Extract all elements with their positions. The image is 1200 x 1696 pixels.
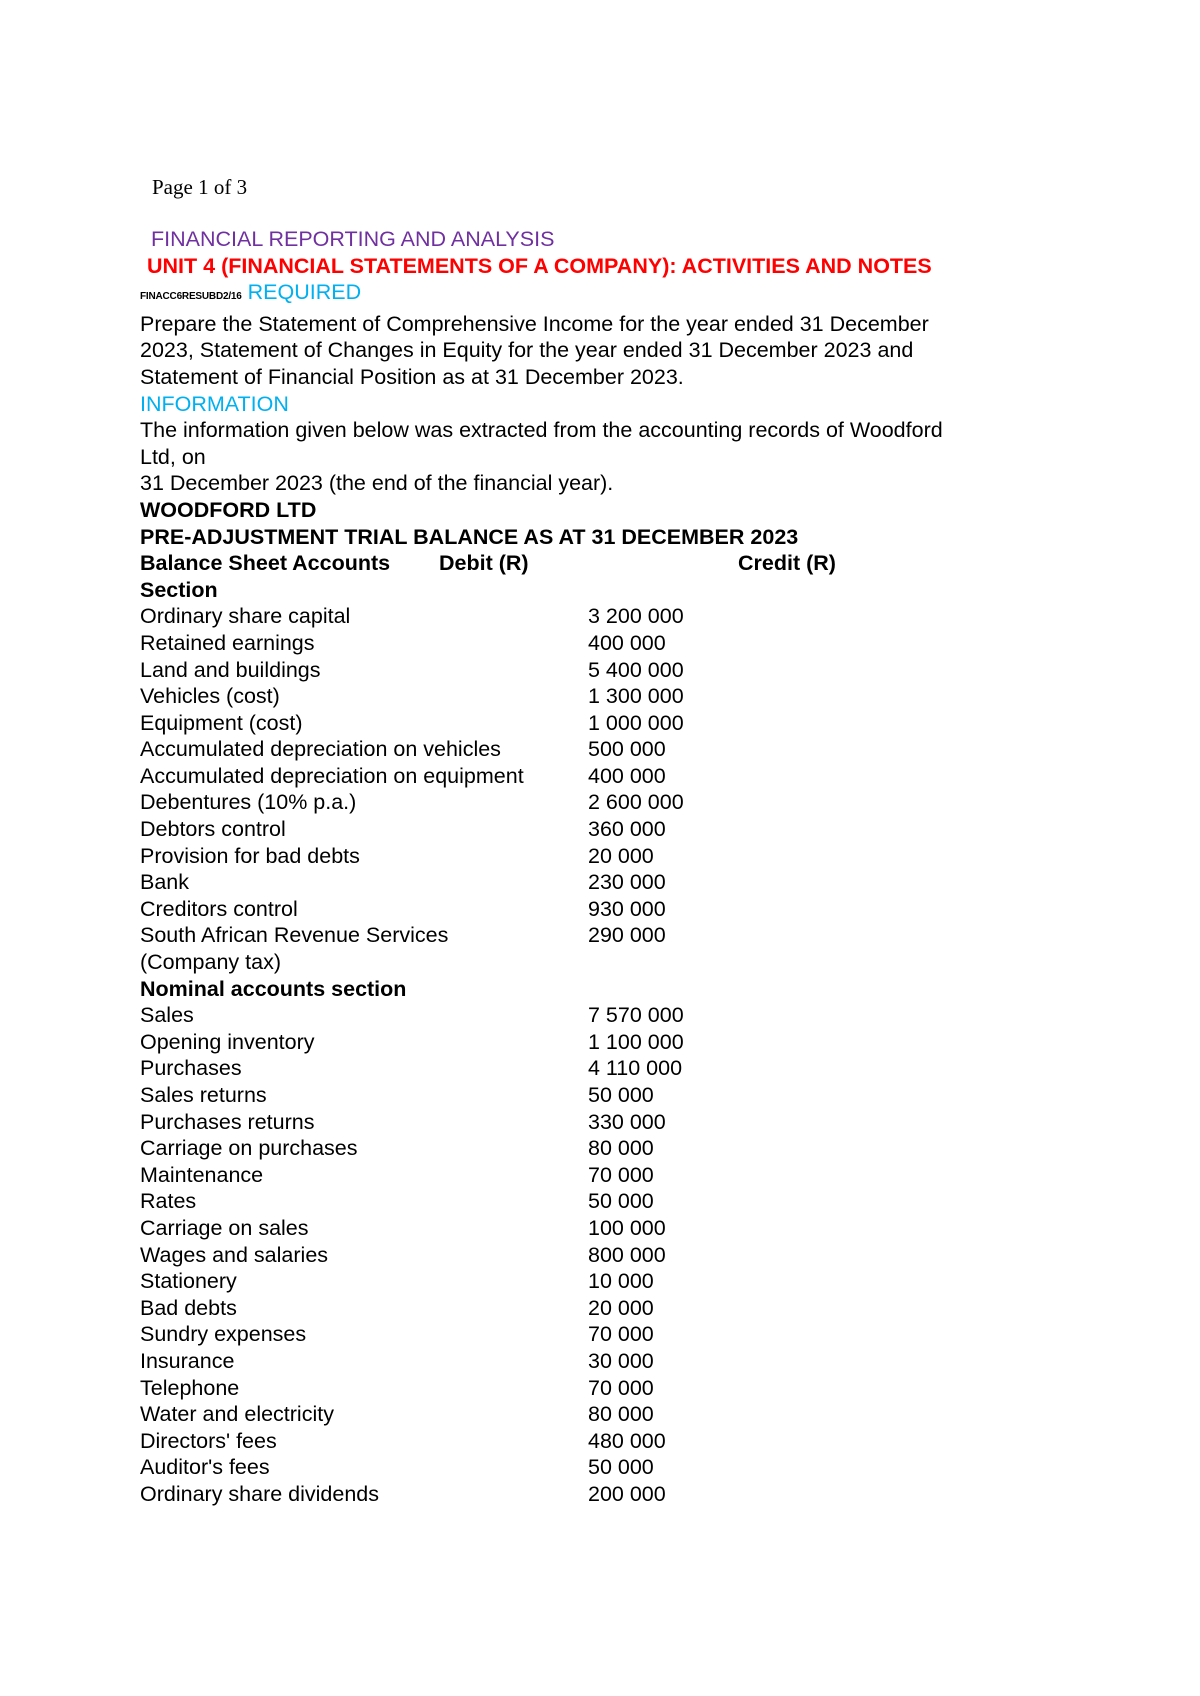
account-name: Auditor's fees — [140, 1455, 270, 1480]
table-row — [140, 763, 1080, 790]
required-text: Prepare the Statement of Comprehensive Income for the year ended 31 December 2023, Statement of Changes in Equity for the year ended 31 December 2023 and Statement of Financial Position as at 31 December 2023. — [140, 311, 929, 389]
table-row — [140, 1401, 1080, 1428]
account-amount: 100 000 — [588, 1215, 666, 1240]
account-name: Equipment (cost) — [140, 710, 303, 735]
account-amount: 800 000 — [588, 1242, 666, 1267]
account-name: Debtors control — [140, 817, 286, 842]
account-name: Water and electricity — [140, 1402, 334, 1427]
account-amount: 400 000 — [588, 630, 666, 655]
information-text-date: 31 December 2023 (the end of the financial year). — [140, 471, 614, 496]
table-row — [140, 1268, 1080, 1295]
account-amount: 1 100 000 — [588, 1029, 684, 1054]
table-row — [140, 843, 1080, 870]
account-amount: 4 110 000 — [588, 1056, 683, 1081]
account-amount: 5 400 000 — [588, 657, 684, 682]
account-amount: 1 300 000 — [588, 684, 684, 709]
account-amount: 50 000 — [588, 1083, 654, 1107]
account-name: Purchases returns — [140, 1109, 315, 1134]
table-row — [140, 657, 1080, 684]
table-row — [140, 1295, 1080, 1322]
table-row — [140, 1029, 1080, 1056]
account-name: Ordinary share capital — [140, 604, 351, 629]
table-row — [140, 1162, 1080, 1189]
account-name: Land and buildings — [140, 657, 321, 682]
account-amount: 930 000 — [588, 896, 666, 921]
table-row — [140, 710, 1080, 737]
nominal-accounts — [140, 1002, 1080, 1507]
account-amount: 70 000 — [588, 1162, 654, 1187]
information-heading: INFORMATION — [140, 391, 289, 416]
required-line — [140, 279, 1080, 311]
account-name: Carriage on purchases — [140, 1136, 358, 1161]
table-header — [140, 550, 1080, 577]
header-credit: Credit (R) — [738, 551, 836, 576]
account-amount: 2 600 000 — [588, 790, 684, 815]
table-row — [140, 1188, 1080, 1215]
module-code: FINACC6RESUBD2/16 — [140, 291, 242, 303]
account-name: Sales returns — [140, 1083, 267, 1107]
table-row — [140, 630, 1080, 657]
account-amount: 360 000 — [588, 817, 666, 842]
table-row — [140, 1002, 1080, 1029]
header-debit: Debit (R) — [439, 551, 529, 576]
account-amount: 70 000 — [588, 1375, 654, 1400]
account-name: Rates — [140, 1189, 197, 1214]
account-amount: 10 000 — [588, 1269, 654, 1294]
table-row — [140, 1428, 1080, 1455]
account-name: (Company tax) — [140, 950, 281, 975]
account-name: Carriage on sales — [140, 1215, 309, 1240]
table-row — [140, 1055, 1080, 1082]
document-body — [140, 226, 1080, 1508]
account-amount: 20 000 — [588, 1295, 654, 1320]
account-amount: 480 000 — [588, 1428, 666, 1453]
account-amount: 20 000 — [588, 843, 654, 868]
account-amount: 50 000 — [588, 1455, 654, 1480]
account-amount: 30 000 — [588, 1348, 654, 1373]
table-row — [140, 1348, 1080, 1375]
account-amount: 7 570 000 — [588, 1003, 684, 1028]
table-row — [140, 1454, 1080, 1481]
table-row — [140, 816, 1080, 843]
account-name: Creditors control — [140, 896, 298, 921]
account-name: Insurance — [140, 1348, 235, 1373]
table-row — [140, 789, 1080, 816]
table-row — [140, 603, 1080, 630]
table-row — [140, 1215, 1080, 1242]
table-row — [140, 1321, 1080, 1348]
table-row — [140, 683, 1080, 710]
account-amount: 330 000 — [588, 1109, 666, 1134]
table-row — [140, 896, 1080, 923]
account-name: Retained earnings — [140, 630, 315, 655]
account-amount: 290 000 — [588, 923, 666, 948]
account-name: Directors' fees — [140, 1428, 277, 1453]
account-amount: 230 000 — [588, 870, 666, 895]
account-amount: 70 000 — [588, 1322, 654, 1347]
account-amount: 400 000 — [588, 763, 666, 788]
page-number: Page 1 of 3 — [152, 175, 248, 199]
account-name: Opening inventory — [140, 1029, 315, 1054]
account-amount: 80 000 — [588, 1402, 654, 1427]
information-text: The information given below was extracted from the accounting records of Woodford Ltd, on — [140, 418, 943, 469]
account-name: Telephone — [140, 1375, 240, 1400]
table-row — [140, 1135, 1080, 1162]
table-row — [140, 1481, 1080, 1508]
account-amount: 3 200 000 — [588, 604, 684, 629]
required-heading: REQUIRED — [247, 280, 362, 305]
table-row — [140, 736, 1080, 763]
account-name: Bad debts — [140, 1295, 237, 1320]
account-name: Maintenance — [140, 1162, 264, 1187]
account-name: Accumulated depreciation on vehicles — [140, 737, 501, 762]
table-row — [140, 1082, 1080, 1109]
account-name: Vehicles (cost) — [140, 684, 280, 709]
account-amount: 200 000 — [588, 1481, 666, 1506]
course-title: FINANCIAL REPORTING AND ANALYSIS — [151, 227, 555, 251]
nominal-heading: Nominal accounts section — [140, 976, 407, 1001]
account-name: South African Revenue Services — [140, 923, 449, 948]
table-row — [140, 1242, 1080, 1269]
account-amount — [588, 949, 788, 976]
account-name: Debentures (10% p.a.) — [140, 790, 357, 815]
unit-title: UNIT 4 (FINANCIAL STATEMENTS OF A COMPANY): ACTIVITIES AND NOTES — [147, 253, 932, 278]
account-amount: 1 000 000 — [588, 710, 684, 735]
header-accounts: Balance Sheet Accounts — [140, 551, 391, 576]
account-amount: 50 000 — [588, 1189, 654, 1214]
table-row — [140, 922, 1080, 949]
account-amount: 80 000 — [588, 1136, 654, 1161]
account-name: Sales — [140, 1003, 194, 1028]
account-name: Accumulated depreciation on equipment — [140, 763, 524, 788]
balance-sheet-accounts — [140, 603, 1080, 975]
table-row — [140, 869, 1080, 896]
account-name: Bank — [140, 870, 190, 895]
table-row — [140, 1109, 1080, 1136]
account-amount: 500 000 — [588, 737, 666, 762]
account-name: Wages and salaries — [140, 1242, 329, 1267]
company-name: WOODFORD LTD — [140, 497, 317, 522]
header-section: Section — [140, 577, 218, 602]
trial-balance-title: PRE-ADJUSTMENT TRIAL BALANCE AS AT 31 DECEMBER 2023 — [140, 524, 799, 549]
account-name: Sundry expenses — [140, 1322, 307, 1347]
account-name: Stationery — [140, 1269, 237, 1294]
account-name: Provision for bad debts — [140, 843, 360, 868]
table-row — [140, 1375, 1080, 1402]
account-name: Ordinary share dividends — [140, 1481, 380, 1506]
account-name: Purchases — [140, 1056, 242, 1081]
table-row — [140, 949, 1080, 976]
